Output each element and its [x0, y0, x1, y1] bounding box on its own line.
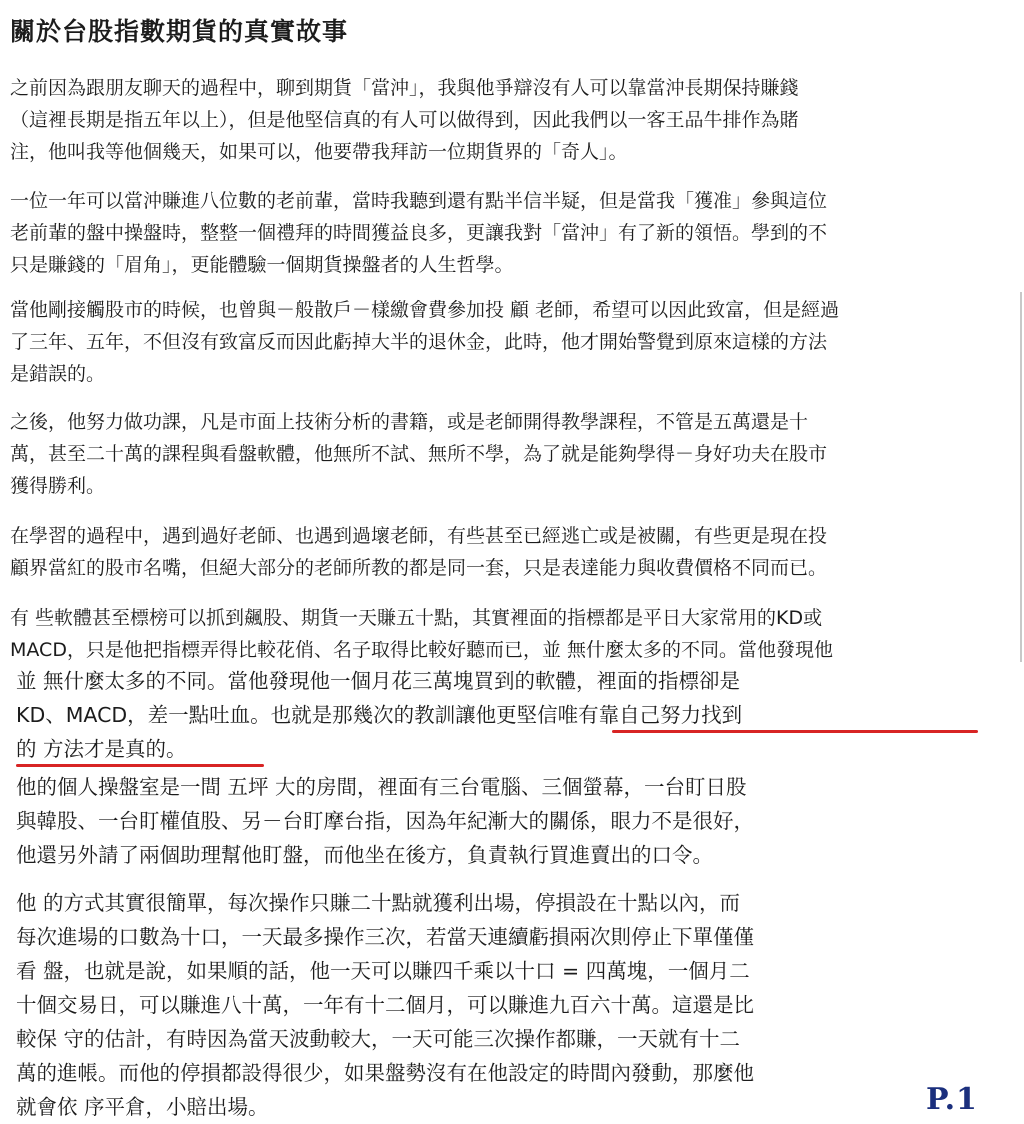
red-underline: [612, 730, 978, 733]
paragraph-intro: 之前因為跟朋友聊天的過程中，聊到期貨「當沖」，我與他爭辯沒有人可以靠當沖長期保持賺錢 （這裡長期是指五年以上），但是他堅信真的有人可以做得到，因此我們以一客王品牛排作為賭 注，他叫我等他個幾天，如果可以，他要帶我拜訪一位期貨界的「奇人」。: [10, 77, 799, 163]
paragraph-method: 他 的方式其實很簡單，每次操作只賺二十點就獲利出場，停損設在十點以內，而 每次進場的口數為十口，一天最多操作三次，若當天連續虧損兩次則停止下單僅僅 看 盤，也就是說，如果順的話，他一天可以賺四千乘以十口 = 四萬塊，一個月二 十個交易日，可以賺進八十萬，一年有十二個月，可以賺進九百六十萬。這還是比 較保 守的估計，有時因為當天波動較大，一天可能三次操作都賺，一天就有十二 萬的進帳。而他的停損都設得很少，如果盤勢沒有在他設定的時間內發動，那麼他 就會依 序平倉，小賠出場。: [16, 891, 754, 1119]
red-underline-continued: [16, 764, 264, 767]
paragraph-study: 之後，他努力做功課，凡是市面上技術分析的書籍，或是老師開得教學課程，不管是五萬還是十 萬，甚至二十萬的課程與看盤軟體，他無所不試、無所不學，為了就是能夠學得－身好功夫在股市 獲得勝利。: [10, 411, 828, 497]
document-title: 關於台股指數期貨的真實故事: [10, 17, 349, 46]
paragraph-teachers: 在學習的過程中，遇到過好老師、也遇到過壞老師，有些甚至已經逃亡或是被關，有些更是現在投 顧界當紅的股市名嘴，但絕大部分的老師所教的都是同一套，只是表達能力與收費價格不同而已。: [10, 525, 828, 579]
column-divider: [1020, 292, 1022, 662]
paragraph-lesson: 並 無什麼太多的不同。當他發現他一個月花三萬塊買到的軟體，裡面的指標卻是 KD、MACD，差一點吐血。也就是那幾次的教訓讓他更堅信唯有靠自己努力找到 的 方法才是真的。: [16, 669, 743, 761]
paragraph-veteran: 一位一年可以當沖賺進八位數的老前輩，當時我聽到還有點半信半疑，但是當我「獲准」參與這位 老前輩的盤中操盤時，整整一個禮拜的時間獲益良多，更讓我對「當沖」有了新的領悟。學到的不 只是賺錢的「眉角」，更能體驗一個期貨操盤者的人生哲學。: [10, 190, 828, 276]
page-number: P.1: [926, 1082, 978, 1117]
paragraph-trading-room: 他的個人操盤室是一間 五坪 大的房間，裡面有三台電腦、三個螢幕，一台盯日股 與韓股、一台盯權值股、另－台盯摩台指，因為年紀漸大的關係，眼力不是很好， 他還另外請了兩個助理幫他盯盤，而他坐在後方，負責執行買進賣出的口令。: [16, 775, 754, 867]
paragraph-early-years: 當他剛接觸股市的時候，也曾與－般散戶－樣繳會費參加投 顧 老師，希望可以因此致富，但是經過 了三年、五年，不但沒有致富反而因此虧掉大半的退休金，此時，他才開始警覺到原來這樣的方法 是錯誤的。: [10, 299, 840, 385]
paragraph-software: 有 些軟體甚至標榜可以抓到飆股、期貨一天賺五十點，其實裡面的指標都是平日大家常用的KD或 MACD，只是他把指標弄得比較花俏、名子取得比較好聽而已，並 無什麼太多的不同。當他發現他: [10, 607, 833, 661]
